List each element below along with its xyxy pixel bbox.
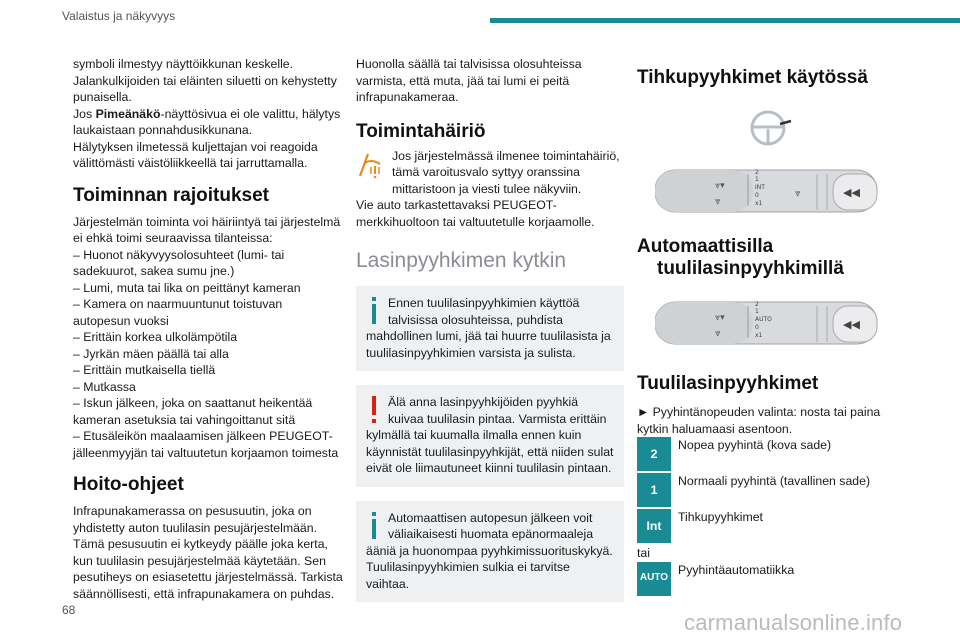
limits-item: – Iskun jälkeen, joka on saattanut heikentää kameran asetuksia tai vahingoittanut sitä bbox=[73, 396, 313, 427]
wiper-stalk-icon bbox=[655, 160, 885, 216]
mode-auto bbox=[637, 562, 902, 596]
info-note-text: Automaattisen autopesun jälkeen voit väliaikaisesti huomata epänormaaleja ääniä ja huonompaa pyyhkimissuorituskykyä. Tuulilasinpyyhkimien sulkia ei tarvitse vaihtaa. bbox=[366, 510, 613, 591]
stalk-label: 2 bbox=[754, 169, 759, 176]
limits-item: – Huonot näkyvyysolosuhteet (lumi- tai sadekuurot, sakea sumu jne.) bbox=[73, 247, 285, 278]
info-icon bbox=[366, 512, 382, 542]
mode-badge: Int bbox=[637, 509, 671, 543]
limits-item: – Etusäleikön maalaamisen jälkeen PEUGEOT-jälleenmyyjän tai valtuutetun korjaamon toimesta bbox=[73, 429, 339, 460]
or-text: tai bbox=[637, 546, 650, 560]
limits-item: – Mutkassa bbox=[73, 379, 136, 394]
camera-weather-text: Huonolla säällä tai talvisissa olosuhteissa varmista, että muta, jää tai lumi ei peitä infrapunakameraa. bbox=[356, 57, 582, 104]
svg-text:⩔▾: ⩔▾ bbox=[714, 313, 725, 323]
column-middle bbox=[356, 56, 624, 616]
section-title: Lasinpyyhkimen kytkin bbox=[356, 249, 567, 272]
header-accent-bar bbox=[490, 18, 960, 23]
mode-intermittent bbox=[637, 509, 902, 543]
column-right bbox=[637, 56, 902, 598]
mode-badge: 1 bbox=[637, 473, 671, 507]
steering-wheel-icon bbox=[748, 108, 792, 148]
night-vision-line bbox=[73, 106, 343, 139]
mode-badge: 2 bbox=[637, 437, 671, 471]
limits-intro: Järjestelmän toiminta voi häiriintyä tai järjestelmä ei ehkä toimi seuraavissa tilanteissa: bbox=[73, 214, 341, 245]
svg-text:⩔: ⩔ bbox=[714, 328, 721, 339]
stalk-label: 0 bbox=[754, 324, 759, 331]
header-title: Valaistus ja näkyvyys bbox=[62, 9, 176, 23]
stalk-label: 0 bbox=[754, 192, 759, 199]
stalk-label: INT bbox=[754, 184, 765, 191]
limits-item: – Lumi, muta tai lika on peittänyt kameran bbox=[73, 280, 301, 295]
warning-note bbox=[356, 385, 624, 487]
stalk-label: 2 bbox=[754, 301, 759, 308]
text-fragment: -näyttösivua ei ole valittu, hälytys laukaistaan ponnahdusikkunana. bbox=[73, 106, 341, 137]
svg-text:⩔: ⩔ bbox=[714, 196, 721, 207]
mode-normal bbox=[637, 473, 902, 507]
limits-heading: Toiminnan rajoitukset bbox=[73, 184, 270, 206]
intermittent-heading: Tihkupyyhkimet käytössä bbox=[637, 67, 868, 88]
alert-line: Hälytyksen ilmetessä kuljettajan voi reagoida välittömästi väistöliikkeellä tai jarruttamalla. bbox=[73, 139, 318, 170]
wiper-fault-warning-icon bbox=[356, 150, 384, 180]
bold-term: Pimeänäkö bbox=[95, 106, 161, 121]
heading-line: Automaattisilla bbox=[637, 236, 774, 257]
stalk-label: x1 bbox=[754, 332, 762, 339]
limits-item: – Kamera on naarmuuntunut toistuvan autopesun vuoksi bbox=[73, 297, 283, 328]
fault-block bbox=[356, 148, 624, 231]
mode-label: Nopea pyyhintä (kova sade) bbox=[678, 438, 832, 452]
mode-label: Pyyhintäautomatiikka bbox=[678, 562, 795, 577]
column-left bbox=[73, 56, 343, 602]
auto-wipers-heading bbox=[637, 236, 902, 280]
windscreen-wipers-heading: Tuulilasinpyyhkimet bbox=[637, 373, 819, 394]
heading-line: tuulilasinpyyhkimillä bbox=[657, 258, 844, 279]
info-note bbox=[356, 286, 624, 371]
svg-text:◀◀: ◀◀ bbox=[842, 186, 860, 199]
svg-text:⩔: ⩔ bbox=[794, 188, 801, 199]
svg-text:◀◀: ◀◀ bbox=[842, 318, 860, 331]
fault-text: Jos järjestelmässä ilmenee toimintahäiriö, tämä varoitusvalo syttyy oranssina mittaristoon ja viesti tulee näkyviin. bbox=[392, 148, 620, 196]
wiper-stalk-auto-icon bbox=[655, 292, 885, 348]
warning-note-text: Älä anna lasinpyyhkijöiden pyyhkiä kuivaa tuulilasin pintaa. Varmista erittäin kylmällä tai kuumalla ilmalla ennen kuin käynnistät tuulilasinpyyhkijät, että niiden sulat eivät ole liimautuneet kiinni tuulilasin pintaan. bbox=[366, 395, 614, 475]
care-heading: Hoito-ohjeet bbox=[73, 474, 184, 495]
stalk-label: 1 bbox=[754, 176, 759, 183]
mode-label: Tihkupyyhkimet bbox=[678, 510, 763, 524]
stalk-label: 1 bbox=[754, 308, 759, 315]
warning-icon bbox=[366, 396, 382, 426]
mode-fast bbox=[637, 437, 902, 471]
limits-item: – Erittäin korkea ulkolämpötila bbox=[73, 330, 238, 344]
stalk-label: x1 bbox=[754, 200, 762, 207]
mode-badge: AUTO bbox=[637, 562, 671, 596]
watermark: carmanualsonline.info bbox=[684, 610, 903, 635]
text-fragment: Jos bbox=[73, 106, 96, 121]
info-icon bbox=[366, 297, 382, 327]
svg-text:⩔▾: ⩔▾ bbox=[714, 181, 725, 191]
speed-instruction: ► Pyyhintänopeuden valinta: nosta tai paina kytkin haluamaasi asentoon. bbox=[637, 405, 881, 436]
fault-text-2: Vie auto tarkastettavaksi PEUGEOT-merkkihuoltoon tai valtuutetulle korjaamolle. bbox=[356, 198, 595, 229]
intro-line-2: Jalankulkijoiden tai eläinten siluetti on kehystetty punaisella. bbox=[73, 73, 337, 104]
stalk-label: AUTO bbox=[754, 316, 772, 323]
limits-item: – Erittäin mutkaisella tiellä bbox=[73, 363, 216, 377]
info-note-text: Ennen tuulilasinpyyhkimien käyttöä talvisissa olosuhteissa, puhdista mahdollinen lumi, jää tai huurre tuulilasista ja tuulilasinpyyhkimien varsista ja sulista. bbox=[366, 296, 611, 360]
fault-heading: Toimintahäiriö bbox=[356, 120, 486, 142]
limits-item: – Jyrkän mäen päällä tai alla bbox=[73, 346, 229, 361]
intro-line-1: symboli ilmestyy näyttöikkunan keskelle. bbox=[73, 57, 294, 71]
care-text: Infrapunakamerassa on pesusuutin, joka on yhdistetty auton tuulilasin pesujärjestelmään. Tämä pesusuutin ei kytkeydy päälle joka kerta, kun tuulilasin pesujärjestelmää käytetään. Sen pesutiheys on esiasetettu järjestelmässä. Tarkista säännöllisesti, että infrapunakamera on puhdas. bbox=[73, 504, 343, 601]
mode-label: Normaali pyyhintä (tavallinen sade) bbox=[678, 474, 871, 488]
info-note bbox=[356, 501, 624, 603]
page-number: 68 bbox=[62, 603, 76, 617]
